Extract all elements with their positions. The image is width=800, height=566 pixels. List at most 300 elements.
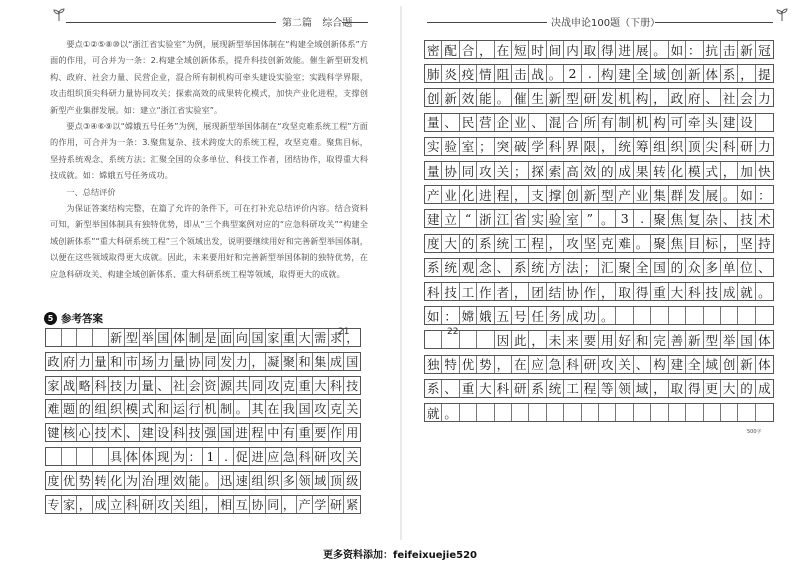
grid-cell: 量 — [425, 162, 442, 179]
grid-cell — [564, 404, 581, 421]
grid-cell: 国 — [250, 329, 266, 346]
grid-cell: 运 — [172, 400, 188, 417]
grid-cell: 题 — [62, 400, 78, 417]
grid-cell: 索 — [547, 162, 564, 179]
grid-cell: 组 — [187, 496, 203, 513]
grid-cell: ， — [282, 496, 298, 513]
grid-cell: 取 — [582, 41, 599, 58]
grid-cell: 专 — [46, 496, 62, 513]
grid-cell: 冠 — [758, 42, 771, 58]
grid-cell: 政 — [46, 353, 62, 370]
answer-grid-left — [45, 328, 361, 518]
grid-row — [424, 113, 774, 132]
grid-cell: 系 — [529, 380, 546, 397]
grid-cell: 建 — [616, 65, 633, 82]
grid-cell: 攻 — [266, 377, 282, 394]
grid-cell: 作 — [477, 283, 494, 300]
grid-cell: 难 — [616, 235, 633, 252]
grid-cell: 有 — [282, 424, 298, 441]
grid-cell: 支 — [529, 186, 546, 203]
grid-cell — [46, 448, 62, 465]
grid-cell — [547, 404, 564, 421]
grid-cell: 关 — [346, 450, 359, 464]
grid-cell: 得 — [599, 41, 616, 58]
grid-cell: 度 — [425, 235, 442, 252]
grid-cell: 聚 — [651, 235, 668, 252]
grid-cell: 来 — [564, 331, 581, 348]
grid-cell: 制 — [219, 400, 235, 417]
grid-cell: 和 — [634, 331, 651, 348]
grid-cell: 研 — [313, 448, 329, 465]
grid-cell: ， — [250, 353, 266, 370]
grid-cell: 坚 — [738, 235, 755, 252]
grid-cell: 系 — [425, 259, 442, 276]
grid-cell: 中 — [266, 424, 282, 441]
grid-cell — [529, 404, 546, 421]
grid-cell: 研 — [329, 496, 345, 513]
grid-row — [424, 258, 774, 277]
grid-cell: 关 — [616, 356, 633, 373]
grid-cell: 体 — [125, 448, 141, 465]
grid-cell: ； — [477, 138, 494, 155]
grid-cell: 迅 — [219, 472, 235, 489]
header-rule-left-end — [342, 22, 368, 23]
grid-cell: 江 — [495, 210, 512, 227]
grid-cell: 产 — [297, 496, 313, 513]
grid-cell — [634, 307, 651, 324]
grid-cell: 集 — [651, 186, 668, 203]
grid-cell — [669, 307, 686, 324]
grid-cell: 机 — [203, 400, 219, 417]
grid-cell: 者 — [495, 283, 512, 300]
grid-cell: 化 — [669, 162, 686, 179]
grid-cell: 全 — [634, 65, 651, 82]
grid-cell: 击 — [512, 65, 529, 82]
grid-cell: 克 — [329, 400, 345, 417]
grid-cell: 技 — [109, 377, 125, 394]
grid-cell: 功 — [582, 307, 599, 324]
grid-cell: 用 — [346, 426, 359, 441]
grid-cell: 产 — [425, 186, 442, 203]
grid-cell: 在 — [266, 400, 282, 417]
grid-cell: 众 — [686, 259, 703, 276]
grid-cell: 统 — [547, 380, 564, 397]
grid-cell: 会 — [738, 89, 755, 106]
grid-cell — [425, 331, 442, 348]
grid-cell: 战 — [529, 65, 546, 82]
grid-cell: 重 — [297, 377, 313, 394]
grid-cell: 方 — [547, 259, 564, 276]
grid-cell: 浙 — [477, 210, 494, 227]
grid-row — [424, 355, 774, 374]
grid-cell: 进 — [250, 448, 266, 465]
grid-cell: ： — [758, 187, 771, 203]
grid-cell: 位 — [738, 259, 755, 276]
grid-cell: 式 — [704, 162, 721, 179]
grid-cell — [651, 307, 668, 324]
grid-cell: 势 — [77, 472, 93, 489]
grid-row — [45, 328, 361, 347]
grid-cell: 国 — [297, 400, 313, 417]
grid-cell: ， — [203, 496, 219, 513]
grid-cell: 五 — [495, 307, 512, 324]
grid-cell: 域 — [634, 380, 651, 397]
grid-cell: 企 — [495, 114, 512, 131]
grid-cell: 具 — [109, 448, 125, 465]
grid-cell: 域 — [704, 356, 721, 373]
right-page — [405, 0, 800, 540]
grid-cell: 攻 — [329, 448, 345, 465]
grid-cell: 业 — [442, 186, 459, 203]
grid-cell: 技 — [442, 283, 459, 300]
grid-cell: ， — [738, 65, 755, 82]
grid-cell — [669, 404, 686, 421]
grid-cell: 学 — [313, 496, 329, 513]
grid-cell: 系 — [425, 380, 442, 397]
grid-cell: 效 — [172, 472, 188, 489]
grid-cell: 制 — [616, 114, 633, 131]
grid-cell: 、 — [529, 114, 546, 131]
grid-cell — [756, 114, 773, 131]
grid-cell: 大 — [442, 235, 459, 252]
grid-cell: 高 — [564, 162, 581, 179]
grid-cell: 创 — [564, 186, 581, 203]
grid-cell: 领 — [616, 380, 633, 397]
grid-cell: 大 — [313, 377, 329, 394]
grid-cell: 核 — [62, 424, 78, 441]
grid-row — [424, 161, 774, 180]
grid-row — [424, 403, 774, 422]
grid-cell: 持 — [758, 236, 771, 252]
grid-cell: 紧 — [346, 497, 359, 512]
grid-row — [45, 352, 361, 371]
grid-cell: 头 — [704, 114, 721, 131]
grid-cell: 。 — [758, 284, 771, 300]
grid-cell: 体 — [172, 329, 188, 346]
grid-cell: 关 — [495, 162, 512, 179]
grid-cell: . — [634, 210, 651, 227]
grid-cell: 工 — [512, 235, 529, 252]
grid-cell — [651, 404, 668, 421]
grid-cell: 。 — [599, 307, 616, 324]
grid-cell: 国 — [219, 424, 235, 441]
grid-cell: ， — [599, 283, 616, 300]
grid-cell: 效 — [460, 89, 477, 106]
grid-cell: 域 — [313, 472, 329, 489]
grid-cell: 促 — [234, 448, 250, 465]
grid-cell: 新 — [738, 356, 755, 373]
grid-cell: 力 — [77, 353, 93, 370]
grid-cell: 合 — [460, 41, 477, 58]
grid-cell: 量 — [172, 353, 188, 370]
leaf-ornament-icon — [775, 8, 789, 22]
grid-cell: ， — [651, 380, 668, 397]
grid-cell: 抗 — [704, 41, 721, 58]
grid-cell: 间 — [547, 41, 564, 58]
grid-cell: 顶 — [329, 472, 345, 489]
header-book-title: 决战申论100题（下册） — [551, 18, 661, 29]
grid-cell: 会 — [187, 377, 203, 394]
grid-cell: 、 — [721, 210, 738, 227]
grid-cell: 团 — [529, 283, 546, 300]
grid-cell — [477, 331, 494, 348]
grid-cell: 肺 — [425, 65, 442, 82]
grid-cell: 程 — [250, 424, 266, 441]
grid-cell — [512, 404, 529, 421]
grid-cell: 转 — [651, 162, 668, 179]
grid-cell: 展 — [634, 41, 651, 58]
grid-cell: 得 — [686, 380, 703, 397]
grid-cell: 量 — [425, 114, 442, 131]
grid-cell: 略 — [77, 377, 93, 394]
grid-cell: ， — [477, 41, 494, 58]
grid-cell: 域 — [651, 65, 668, 82]
grid-cell: 模 — [125, 400, 141, 417]
grid-cell: 技 — [93, 424, 109, 441]
grid-cell: 体 — [758, 332, 771, 348]
grid-cell: 工 — [564, 380, 581, 397]
grid-cell: ” — [582, 210, 599, 227]
grid-cell: 战 — [62, 377, 78, 394]
grid-cell: 取 — [669, 380, 686, 397]
grid-cell: 织 — [669, 138, 686, 155]
grid-cell: 密 — [425, 41, 442, 58]
grid-cell: 。 — [634, 235, 651, 252]
grid-cell: 用 — [599, 331, 616, 348]
grid-cell: “ — [460, 210, 477, 227]
grid-cell — [616, 404, 633, 421]
grid-cell: 好 — [616, 331, 633, 348]
grid-cell: 理 — [156, 472, 172, 489]
grid-cell: 发 — [219, 353, 235, 370]
grid-cell: ， — [529, 331, 546, 348]
grid-cell — [477, 404, 494, 421]
grid-cell: 为 — [172, 448, 188, 465]
grid-cell: 科 — [329, 377, 345, 394]
grid-cell: 、 — [495, 259, 512, 276]
grid-cell: 的 — [738, 380, 755, 397]
grid-row — [45, 447, 361, 466]
grid-cell: 系 — [512, 259, 529, 276]
page-number: 22 — [447, 327, 459, 337]
grid-cell: 焦 — [669, 210, 686, 227]
grid-cell: 探 — [529, 162, 546, 179]
grid-cell: 统 — [442, 259, 459, 276]
grid-cell — [721, 404, 738, 421]
grid-cell: 破 — [512, 138, 529, 155]
grid-cell: 成 — [758, 381, 771, 397]
grid-cell: 嫦 — [460, 307, 477, 324]
grid-row — [45, 399, 361, 418]
book-spine — [400, 6, 402, 540]
grid-cell: 新 — [442, 89, 459, 106]
grid-cell: 机 — [616, 89, 633, 106]
grid-cell — [77, 329, 93, 346]
grid-cell: 重 — [297, 424, 313, 441]
grid-cell: 需 — [313, 329, 329, 346]
grid-cell: 杂 — [704, 210, 721, 227]
grid-cell: 心 — [77, 424, 93, 441]
grid-cell: 进 — [234, 424, 250, 441]
grid-cell: 创 — [425, 89, 442, 106]
grid-row — [424, 209, 774, 228]
grid-cell: 突 — [495, 138, 512, 155]
grid-cell: 力 — [758, 139, 771, 155]
grid-cell: 。 — [442, 404, 459, 421]
grid-cell — [495, 404, 512, 421]
grid-cell: ， — [77, 496, 93, 513]
grid-cell: 效 — [582, 162, 599, 179]
grid-cell: 聚 — [282, 353, 298, 370]
grid-cell: 新 — [582, 186, 599, 203]
grid-cell: 产 — [616, 186, 633, 203]
grid-cell: 念 — [477, 259, 494, 276]
grid-cell: 业 — [634, 186, 651, 203]
grid-cell: . — [582, 65, 599, 82]
grid-cell: ， — [346, 331, 359, 345]
grid-cell: 观 — [460, 259, 477, 276]
grid-cell: 内 — [564, 41, 581, 58]
grid-cell: 化 — [109, 472, 125, 489]
grid-cell: 强 — [203, 424, 219, 441]
grid-cell: 创 — [721, 356, 738, 373]
grid-cell: 织 — [266, 472, 282, 489]
grid-cell: 进 — [616, 41, 633, 58]
grid-cell: 疫 — [460, 65, 477, 82]
grid-cell: 汇 — [599, 259, 616, 276]
grid-cell: 娥 — [477, 307, 494, 324]
grid-cell: 系 — [477, 235, 494, 252]
grid-cell: 难 — [46, 400, 62, 417]
grid-row — [424, 137, 774, 156]
grid-cell — [582, 404, 599, 421]
grid-cell: 我 — [282, 400, 298, 417]
grid-row — [424, 306, 774, 325]
grid-cell: 实 — [529, 210, 546, 227]
grid-cell: 研 — [512, 380, 529, 397]
grid-cell: 焦 — [669, 235, 686, 252]
grid-cell: 新 — [738, 41, 755, 58]
grid-cell: 凝 — [266, 353, 282, 370]
grid-cell: ： — [442, 307, 459, 324]
grid-cell: 技 — [704, 283, 721, 300]
grid-cell: 果 — [634, 162, 651, 179]
grid-cell: 科 — [125, 496, 141, 513]
grid-cell: 系 — [721, 65, 738, 82]
grid-cell: 发 — [686, 186, 703, 203]
grid-cell: 设 — [156, 424, 172, 441]
grid-cell: 和 — [109, 353, 125, 370]
grid-cell: 应 — [266, 448, 282, 465]
grid-cell: 研 — [582, 356, 599, 373]
grid-cell: 多 — [704, 259, 721, 276]
grid-cell: 重 — [651, 283, 668, 300]
grid-cell: 和 — [156, 400, 172, 417]
answer-heading — [44, 311, 103, 326]
grid-cell: 构 — [651, 114, 668, 131]
grid-cell: ： — [187, 448, 203, 465]
grid-cell: 应 — [529, 356, 546, 373]
grid-cell: 要 — [313, 424, 329, 441]
grid-cell: 关 — [172, 496, 188, 513]
grid-cell: 键 — [46, 424, 62, 441]
grid-cell: 技 — [187, 424, 203, 441]
grid-cell: 就 — [738, 283, 755, 300]
grid-cell — [599, 404, 616, 421]
grid-cell: 作 — [582, 283, 599, 300]
grid-cell: 家 — [46, 377, 62, 394]
grid-cell: 同 — [266, 496, 282, 513]
grid-cell: 善 — [669, 331, 686, 348]
grid-cell: 情 — [477, 65, 494, 82]
grid-cell: 、 — [442, 380, 459, 397]
grid-cell: 单 — [721, 259, 738, 276]
grid-cell: 建 — [669, 356, 686, 373]
grid-cell: 击 — [721, 41, 738, 58]
grid-cell: 如 — [669, 41, 686, 58]
grid-cell — [460, 331, 477, 348]
grid-cell: 组 — [250, 472, 266, 489]
grid-cell: 力 — [758, 90, 771, 106]
grid-cell: 此 — [512, 331, 529, 348]
grid-cell: 组 — [651, 138, 668, 155]
grid-cell — [62, 329, 78, 346]
grid-cell: 建 — [140, 424, 156, 441]
grid-cell: 新 — [686, 331, 703, 348]
grid-cell: 展 — [704, 186, 721, 203]
grid-cell: 成 — [721, 283, 738, 300]
grid-cell: 等 — [599, 380, 616, 397]
grid-cell: 科 — [547, 138, 564, 155]
grid-cell: 求 — [329, 329, 345, 346]
grid-cell: 构 — [599, 65, 616, 82]
grid-cell: 国 — [346, 354, 359, 369]
grid-cell: 2 — [564, 65, 581, 82]
grid-cell: 坚 — [582, 235, 599, 252]
grid-cell: 构 — [651, 356, 668, 373]
grid-cell — [686, 404, 703, 421]
grid-cell — [756, 307, 773, 324]
grid-cell: 程 — [495, 186, 512, 203]
grid-cell: 能 — [477, 89, 494, 106]
grid-cell: 急 — [547, 356, 564, 373]
grid-cell — [93, 448, 109, 465]
grid-cell: 同 — [250, 377, 266, 394]
grid-cell: 结 — [547, 283, 564, 300]
grid-cell: 号 — [512, 307, 529, 324]
grid-cell: 成 — [616, 162, 633, 179]
grid-row — [45, 376, 361, 395]
grid-cell: 力 — [156, 353, 172, 370]
grid-cell: 攻 — [313, 400, 329, 417]
grid-cell: 验 — [442, 138, 459, 155]
grid-cell: 成 — [93, 496, 109, 513]
grid-cell: . — [219, 448, 235, 465]
grid-cell: 统 — [616, 138, 633, 155]
grid-cell — [77, 448, 93, 465]
grid-cell: 的 — [669, 259, 686, 276]
grid-cell: ， — [651, 89, 668, 106]
grid-cell: 为 — [125, 472, 141, 489]
grid-cell: 力 — [125, 377, 141, 394]
grid-cell: 政 — [669, 89, 686, 106]
grid-cell: 量 — [93, 353, 109, 370]
page-number: 21 — [338, 327, 350, 337]
grid-cell: 相 — [219, 496, 235, 513]
grid-cell: 如 — [425, 307, 442, 324]
grid-cell: 的 — [599, 162, 616, 179]
grid-cell — [460, 404, 477, 421]
